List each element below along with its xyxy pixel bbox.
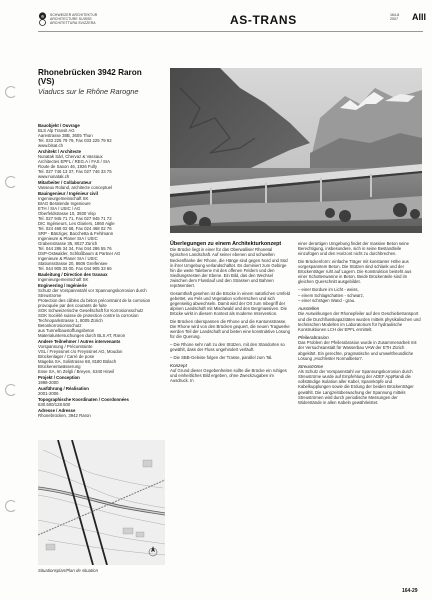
credit-line: Rhonebrücken, 3942 Raron [38, 413, 91, 419]
credit-line: www.blsat.ch [38, 142, 64, 148]
credit-line: Tel. 044 905 33 00, Fax 044 905 33 66 [38, 265, 112, 271]
credit-line: BLS Alp Transit AG [38, 127, 75, 133]
article-subheading: Streuströme [298, 363, 324, 369]
article-paragraph: Die Auswirkungen der Rhonepfeiler auf den Geschiebetransport und die Durchflusskapazitäten wurden mittels physikalischen und technischen Modellen im Laboratorium für hydraulische Konstruktionen LCH der EPFL ermittelt. [298, 311, 421, 332]
publisher-line: ARCHITETTURA SVIZZERA [50, 21, 96, 26]
project-subtitle: Viaducs sur le Rhône Rarogne [38, 86, 139, 96]
project-title: Rhonebrücken 3942 Raron (VS) [38, 68, 142, 87]
credit-line: Tel. 027 746 13 37, Fax 027 746 33 75 [38, 168, 112, 174]
credit-heading: Bauleitung / Direction des travaux [38, 271, 108, 277]
list-item: – einem Schlagschatten - schwarz, [298, 292, 364, 298]
credit-heading: Bauingenieur / Ingénieur civil [38, 191, 98, 197]
site-plan-figure [38, 440, 165, 565]
credit-entry [38, 387, 158, 397]
binder-hole-icon [5, 500, 17, 512]
credit-line: Ingenieurgemeinschaft SK [38, 276, 89, 282]
credit-entry [38, 124, 158, 149]
publisher-name [50, 13, 97, 25]
credit-line: Nunatak Sàrl, Chervaz & Vassaux [38, 154, 103, 160]
bridge-photo-image [170, 68, 422, 233]
section-code: AIII [412, 12, 427, 22]
credit-line: Ingenieure & Planer SIA / USIC [38, 235, 98, 241]
list-item: – einer Bordure im Licht - weiss, [298, 287, 359, 293]
credit-heading: Projekt / Conception [38, 374, 80, 380]
credit-line: Schutz der Vorspannstahl vor Spannungskorrosion durch Streustrome [38, 287, 147, 298]
credit-entry [38, 181, 158, 191]
body-column-1 [170, 241, 291, 386]
credit-line: Stationsstrasse 20, 8606 Greifensee [38, 260, 108, 266]
binder-hole-icon [5, 86, 17, 98]
binder-hole-icon [5, 384, 17, 396]
article-paragraph: Die Brücken überspannen die Rhone und die Kantonsstrasse. Die Rhone wird von den Brücken gequert, die neuen Tragwerke werden Teil der Landschaft und bieten eine konstruktive Lösung für die Querung. [170, 319, 290, 340]
page-header [38, 10, 427, 32]
credit-line: Grabenstrasse 35, 8027 Zürich [38, 240, 98, 246]
credit-heading: Architekt / Architecte [38, 149, 82, 155]
credit-line: Vorspannung / Précontrainte [38, 343, 93, 349]
article-heading: Überlegungen zu einem Architekturkonzept [170, 241, 282, 247]
credit-heading: Andere Teilnehmer / Autres intervenants [38, 338, 121, 344]
credit-entry [38, 150, 158, 180]
article-subheading: Pfeilerabrasion [298, 335, 329, 341]
credit-line: DSP-Ostwalder, Schlüßbaum & Partner AG [38, 250, 121, 256]
credit-line: Technoparkstrasse 1, 8005 Zürich [38, 317, 103, 323]
credit-line: Brückenentwässerung [38, 363, 81, 369]
credit-line: Materialuntersuchungen durch BLS AT, Raron [38, 332, 126, 338]
publisher-line: ARCHITECTURE SUISSE [50, 17, 92, 22]
article-subheading: Konzept [170, 362, 187, 368]
article-paragraph: Auf Grund dieser Gegebenheiten sollte die Brücke ein ruhiges und einheitliches Bild ergeben, ohne Zweckzugaben im Ausdruck. In [170, 368, 287, 384]
credit-line: DIC Ingénieurs, Les Glariers, 1860 Aigle [38, 221, 115, 226]
credit-line: aus Tunnelbaustoffungsbeton [38, 327, 95, 333]
article-paragraph: einer derartigen Umgebung findet der massive Beton seine Berechtigung, insbesondere, sich in seine Bestandteile einzufügen und den Horizont nicht zu durchbrechen. [298, 241, 410, 257]
credit-line: Protection des câbles du béton précontraint de la corrosion provoquée par des courants de fuite [38, 297, 151, 308]
svg-text:a: a [41, 13, 44, 19]
site-plan-drawing [38, 440, 165, 565]
article-paragraph: Die Brücke liegt in einer für das Oberwalliser Rhonetal typischen Landschaft. Auf seiner ebenen und schwellen Beckenflanke der Rhone, die Hänge sind gegen Nord und Süd in ihrer Umgebung verlandschaftet. Es dominiert zum Gebirge hin die weite Talebene mit den offenen Feldern und den Siedlungsresten der Ebene. Ein Bild, das den Wechsel zwischen dem Flusslauf und den Strassen und Bahnen repräsentiert. [170, 247, 288, 289]
project-credits [38, 124, 158, 421]
credit-entry [38, 192, 158, 271]
credit-entry [38, 398, 158, 408]
publisher-line: SCHWEIZER ARCHITEKTUR [50, 13, 98, 17]
article-subheading: Ausstellen [298, 306, 320, 312]
binder-hole-icon [5, 176, 17, 188]
credit-entry [38, 273, 158, 283]
issue-info [390, 13, 399, 22]
credit-line: 1998-2000 [38, 379, 59, 385]
credit-heading: Adresse / Adresse [38, 408, 76, 414]
credit-line: BIAG Beratende Ingenieure [38, 201, 91, 207]
credit-line: Esse SA, Im Zelgli / Breyen, 6340 Hirwil [38, 368, 114, 374]
article-paragraph: – Die Rhone sehr nah zu den Stützen, mit den Standorten so gewählt, dass der Fluss ungehindert verläuft. [170, 342, 285, 353]
credit-line: Route de Saxon 46, 1926 Fully [38, 163, 98, 169]
magazine-brand: AS-TRANS [230, 13, 297, 27]
article-paragraph: Als Schutz der Vorspannstahl vor Spannungskorrosion durch Streuströme wurde auf Empfehlung der ADEF AppRandi die vollständige Isolation aller Kabel, Spannköpfe und Kabelkupplungen sowie die Erdung der beiden Brückenträger gewählt. Die Langzeitüberwachung der Spannung mittels Streuströmen wird durch periodische Messungen der Widerstände in allen Kabeln gewährleistet. [298, 369, 414, 405]
credit-line: Tel. 027 945 71 71, Fax 027 945 71 72 [38, 216, 112, 222]
article-paragraph: – Die SBB-Geleise folgen der Trasse, parallel zum Tal. [170, 354, 273, 360]
credit-line: Tel. 044 286 34 34, Fax 044 286 55 76 [38, 245, 112, 251]
site-plan-caption: Situationsplan/Plan de situation [38, 568, 98, 573]
publisher-logo-icon [38, 12, 47, 26]
credit-entry [38, 409, 158, 419]
issue-number: 164-8 [390, 13, 400, 17]
credit-line: SGK Schweizerische Gesellschaft für Korrosionsschutz [38, 307, 144, 313]
credit-line: Vasseux Roland, architecte conceptuel [38, 185, 112, 191]
credit-line: Ingenieurgemeinschaft SK [38, 196, 89, 202]
credit-line: Betonkorrosionsschutz [38, 322, 82, 328]
credit-line: Brückenlager / Carré de pose [38, 353, 95, 359]
credit-line: ETH / SIA / USIC / AG [38, 206, 81, 212]
credit-entry [38, 340, 158, 375]
credit-line: Architectes EPFL / REG.A / FAS / SIA [38, 158, 110, 164]
list-item: – einer schrägen Wand - grau. [298, 298, 356, 304]
credit-line: Mageba SA, Solistrasse 68, 8180 Bülach [38, 358, 117, 364]
credit-line: SGK Société suisse de protection contre la corrosion [38, 312, 139, 318]
issue-year: 2007 [390, 17, 398, 22]
credit-heading: Mitarbeiter / Collaborateur [38, 180, 92, 186]
credit-heading: Engineering / Ingénierie [38, 283, 87, 289]
body-column-2 [298, 241, 422, 407]
project-title-block [38, 68, 158, 96]
page-number: 164-29 [402, 588, 418, 594]
credit-line: Aarestrasse 38B, 3605 Thun [38, 132, 93, 138]
credit-line: www.nunatak.ch [38, 173, 70, 179]
credit-heading: Topographische Koordinaten / Coordonnées [38, 397, 129, 403]
credit-line: VSL / Freyssinet c/o Freyssinet AG, Moudon [38, 348, 123, 354]
credit-entry [38, 284, 158, 338]
credit-line: 2001-2006 [38, 390, 59, 396]
credit-entry [38, 376, 158, 386]
credit-line: Tel. 033 225 79 79, Fax 033 225 79 92 [38, 137, 112, 143]
credit-heading: Bauobjekt / Ouvrage [38, 123, 80, 128]
bridge-photo [170, 68, 422, 233]
credit-heading: Ausführung / Réalisation [38, 385, 89, 391]
article-paragraph: Die Brückenform: einfache Träger mit konstanter Höhe aus vorgespanntem Beton. Die Stützen sind schlank und der Brückenträger ruht auf Lagern. Die Konstruktion besteht aus einer Schottenwanne in Beton. Beide Brückenteile sind im gleichen Querschnitt ausgebildet. [298, 258, 412, 285]
credit-line: Tel. 024 468 02 68, Fax 024 468 02 76 [38, 225, 112, 231]
article-paragraph: Das Problem der Pfeilerabrasion wurde in Zusammenarbeit mit der Versuchsanstalt für Wasserbau VAW der ETH Zürich abgeklärt. Ein gerechte, pragmatische und umweltfreundliche Lösung „Hochfester Normalbeton“. [298, 340, 417, 361]
credit-line: 630.500/128.500 [38, 402, 71, 408]
credit-line: Ingenieure & Planer SIA / USIC [38, 255, 98, 261]
credit-line: Oberfeldstrasse 10, 3930 Visp [38, 211, 96, 217]
credit-line: SRP - Bänziger, Bacchetta & Fehlmann [38, 230, 114, 236]
article-paragraph: Gesamthaft gesehen ist die Brücke in einem natürlichen Umfeld gebettet, wo Fels und Vegetation vorherrschen und sich gegenseitig abwechseln. Damit wird der Ort zum Inbegriff der alpinen Landschaft mit Mischwald und den Bergmassiven. Die Brücke wirkt in diesem Kontext als moderne Intervention. [170, 290, 291, 317]
